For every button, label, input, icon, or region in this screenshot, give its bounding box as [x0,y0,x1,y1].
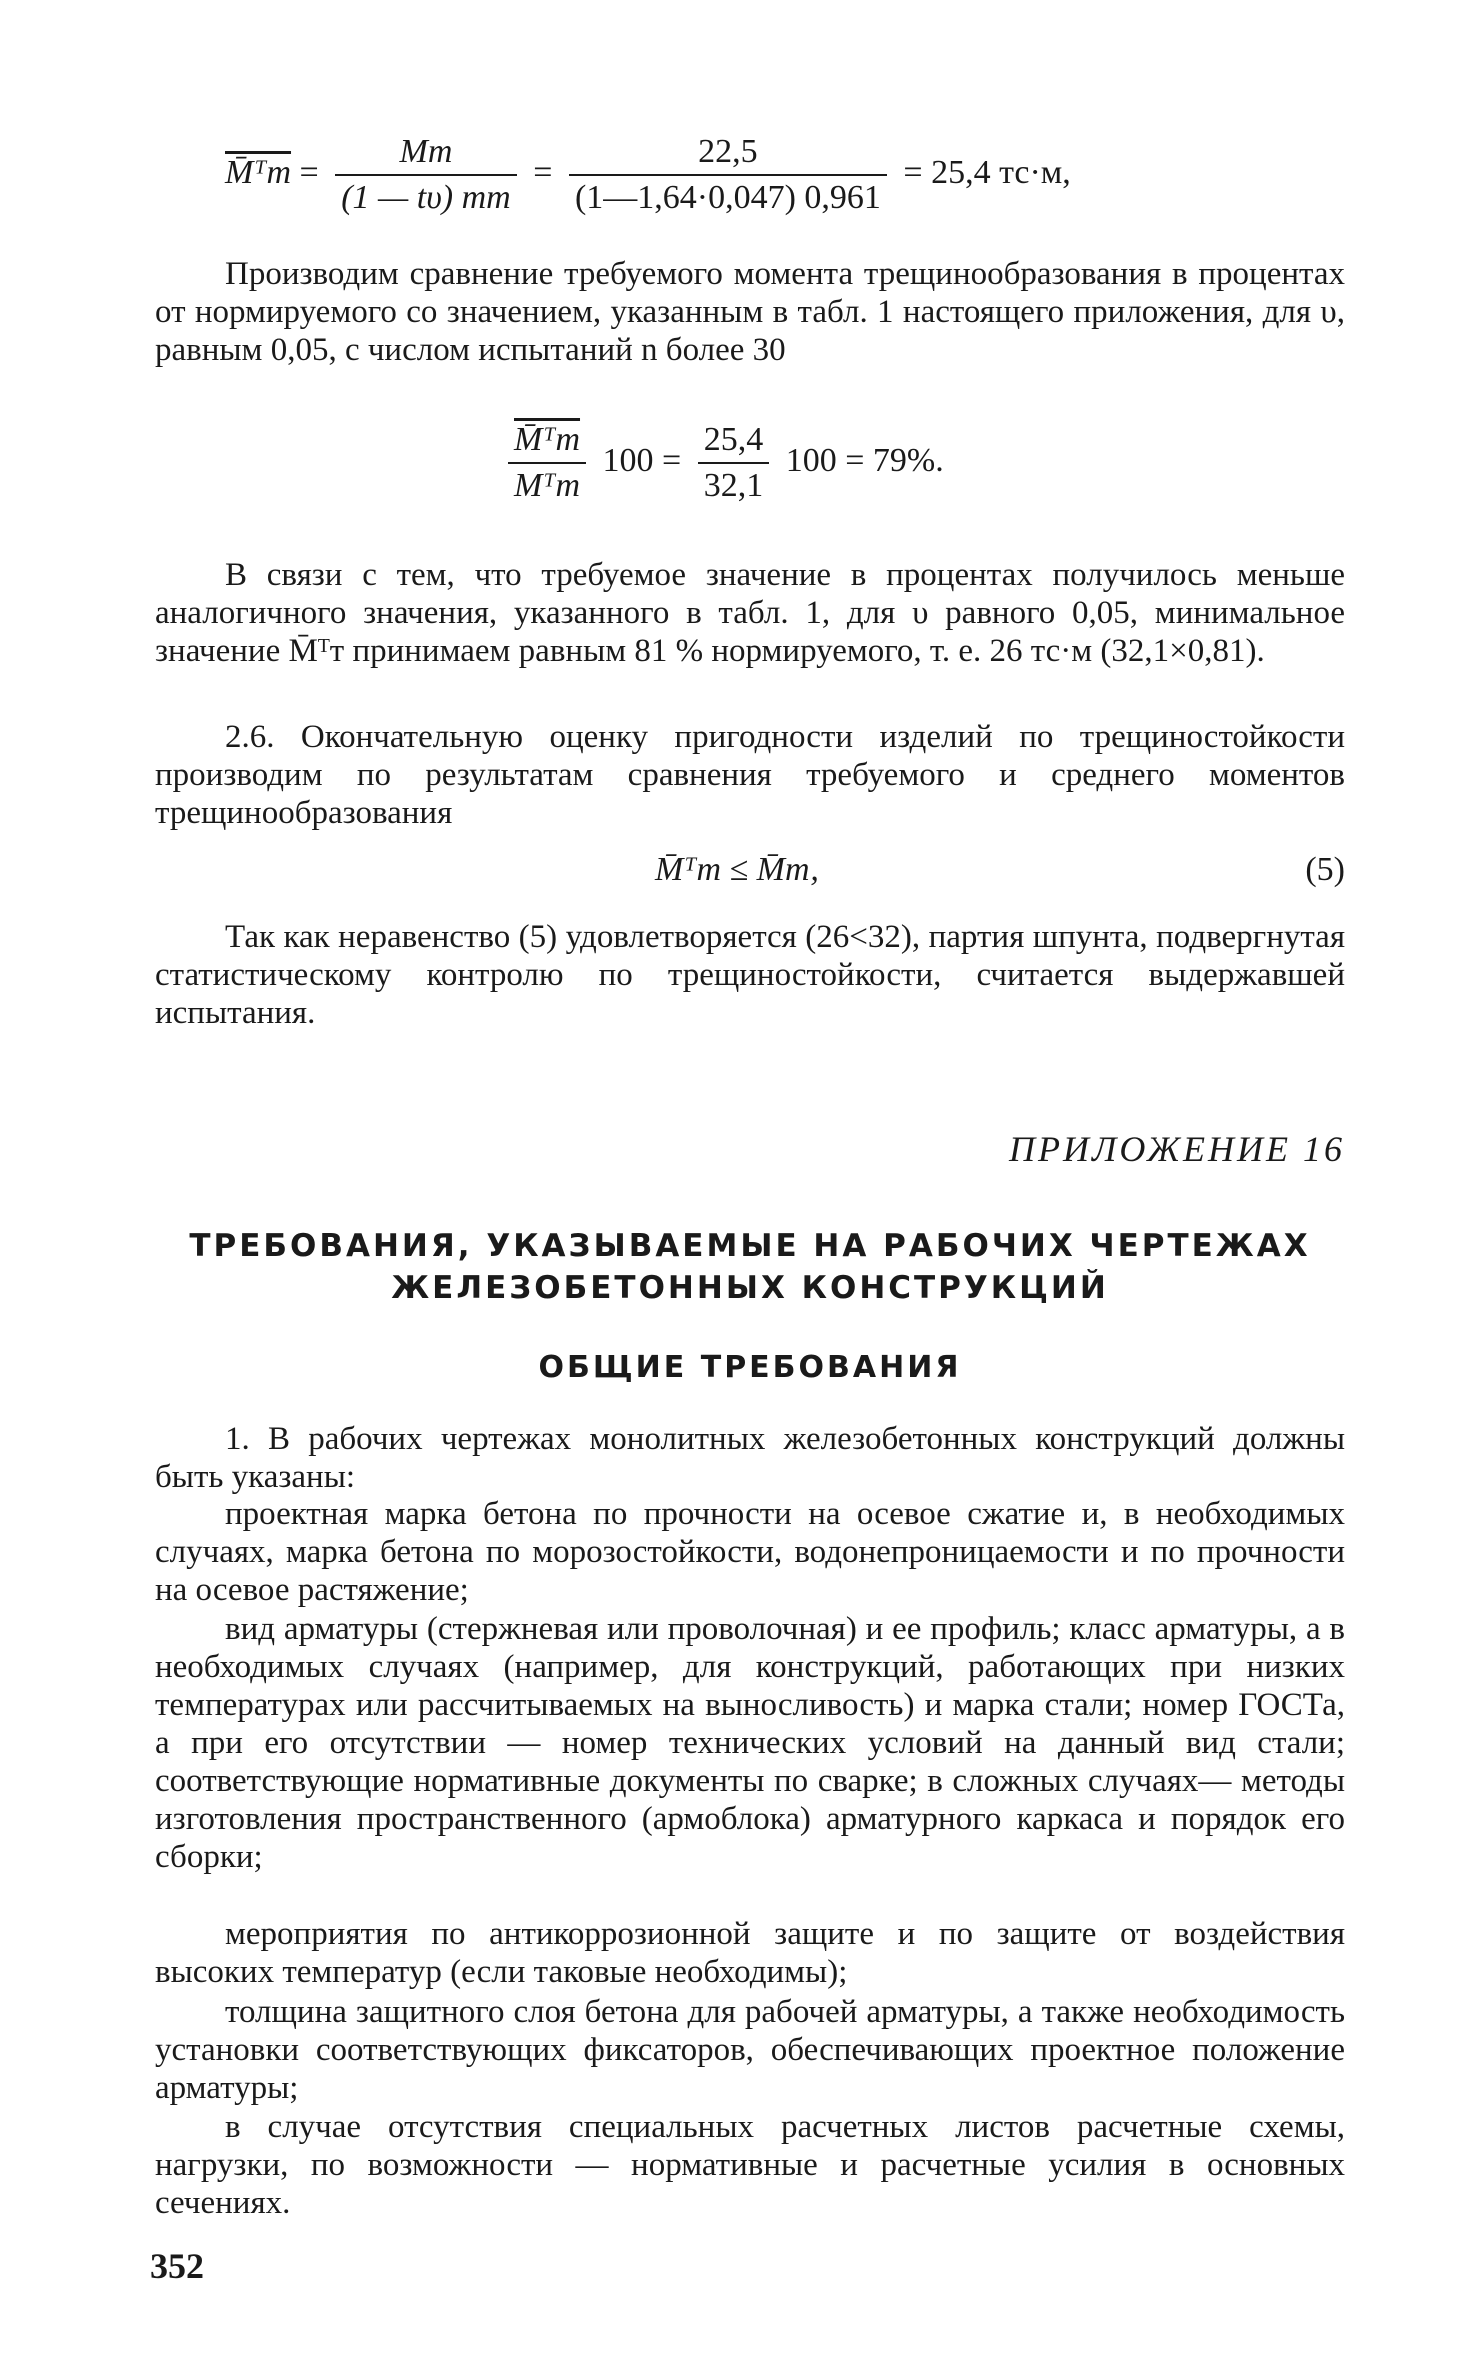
paragraph-comparison [155,255,1345,369]
section-title-line-2: ЖЕЛЕЗОБЕТОННЫХ КОНСТРУКЦИЙ [391,1270,1109,1306]
requirement-calculation-schemes-text: в случае отсутствия специальных расчетных листов расчетные схемы, нагрузки, по возможности — нормативные и расчетные усилия в основных сечениях. [155,2109,1345,2221]
fraction-3 [508,420,586,506]
inequality-expression: M̄ᵀт ≤ M̄т, [655,851,819,888]
paragraph-minimum-value [155,556,1345,670]
requirement-item-1 [155,1420,1345,1496]
formula-percent [500,420,944,506]
paragraph-final-assessment-text: 2.6. Окончательную оценку пригодности изделий по трещиностойкости производим по результатам сравнения требуемого и среднего моментов трещинообразования [155,719,1345,831]
paragraph-conclusion-text: Так как неравенство (5) удовлетворяется (26<32), партия шпунта, подвергнутая статистическому контролю по трещиностойкости, считается выдержавшей испытания. [155,919,1345,1031]
fraction-2-numerator: 22,5 [698,133,758,170]
requirement-reinforcement-text: вид арматуры (стержневая или проволочная) и ее профиль; класс арматуры, а в необходимых случаях (например, для конструкций, работающих при низких температурах или рассчитываемых на выносливость) и марка стали; номер ГОСТа, а при его отсутствии — номер технических условий на данный вид стали; соответствующие нормативные документы по сварке; в сложных случаях— методы изготовления пространственного (армоблока) арматурного каркаса и порядок его сборки; [155,1611,1345,1875]
fraction-1 [335,132,517,218]
formula-multiplier: 100 = [602,441,682,479]
paragraph-final-assessment [155,718,1345,832]
equation-number: (5) [1305,851,1345,888]
fraction-1-numerator: Mт [399,133,453,170]
fraction-1-denominator: (1 — tυ) mт [335,174,517,218]
requirement-concrete-grade-text: проектная марка бетона по прочности на осевое сжатие и, в необходимых случаях, марка бетона по морозостойкости, водонепроницаемости и по прочности на осевое растяжение; [155,1496,1345,1608]
fraction-2 [569,132,887,218]
formula-percent-result: 100 = 79%. [785,441,944,479]
section-subtitle: ОБЩИЕ ТРЕБОВАНИЯ [538,1350,962,1385]
fraction-4-denominator: 32,1 [698,462,770,506]
requirement-corrosion-protection [155,1915,1345,1991]
requirement-corrosion-protection-text: мероприятия по антикоррозионной защите и по защите от воздействия высоких температур (если таковые необходимы); [155,1916,1345,1990]
formula-moment: M̄ᵀт = $\frac{Mт}{(1 — t\upsilon) mт}$ = $\frac{22,5}{(1—1,64\cdot 0,047) 0,961}$ = 25,4 тс·м, [225,133,1071,216]
page-number: 352 [150,2246,204,2286]
paragraph-minimum-value-text: В связи с тем, что требуемое значение в процентах получилось меньше аналогичного значения, указанного в табл. 1, для υ равного 0,05, минимальное значение M̄ᵀт принимаем равным 81 % нормируемого, т. е. 26 тс·м (32,1×0,81). [155,557,1345,669]
formula-result: = 25,4 тс·м, [903,153,1071,191]
fraction-4-numerator: 25,4 [703,421,764,458]
fraction-3-denominator: Mᵀт [508,462,586,506]
fraction-2-denominator: (1—1,64·0,047) 0,961 [569,174,887,218]
requirement-protective-layer [155,1993,1345,2107]
fraction-4 [698,420,770,506]
requirement-item-1-text: 1. В рабочих чертежах монолитных железобетонных конструкций должны быть указаны: [155,1421,1345,1495]
appendix-label: ПРИЛОЖЕНИЕ 16 [1009,1129,1345,1169]
requirement-concrete-grade [155,1495,1345,1609]
requirement-protective-layer-text: толщина защитного слоя бетона для рабочей арматуры, а также необходимость установки соответствующих фиксаторов, обеспечивающих проектное положение арматуры; [155,1994,1345,2106]
fraction-3-numerator: M̄ᵀт [514,421,581,458]
section-title-line-1: ТРЕБОВАНИЯ, УКАЗЫВАЕМЫЕ НА РАБОЧИХ ЧЕРТЕЖАХ [189,1228,1311,1264]
requirement-calculation-schemes [155,2108,1345,2222]
paragraph-conclusion [155,918,1345,1032]
formula-lhs: M̄ᵀт [225,153,292,191]
paragraph-comparison-text: Производим сравнение требуемого момента трещинообразования в процентах от нормируемого со значением, указанным в табл. 1 настоящего приложения, для υ, равным 0,05, с числом испытаний n более 30 [155,256,1345,368]
requirement-reinforcement [155,1610,1345,1876]
